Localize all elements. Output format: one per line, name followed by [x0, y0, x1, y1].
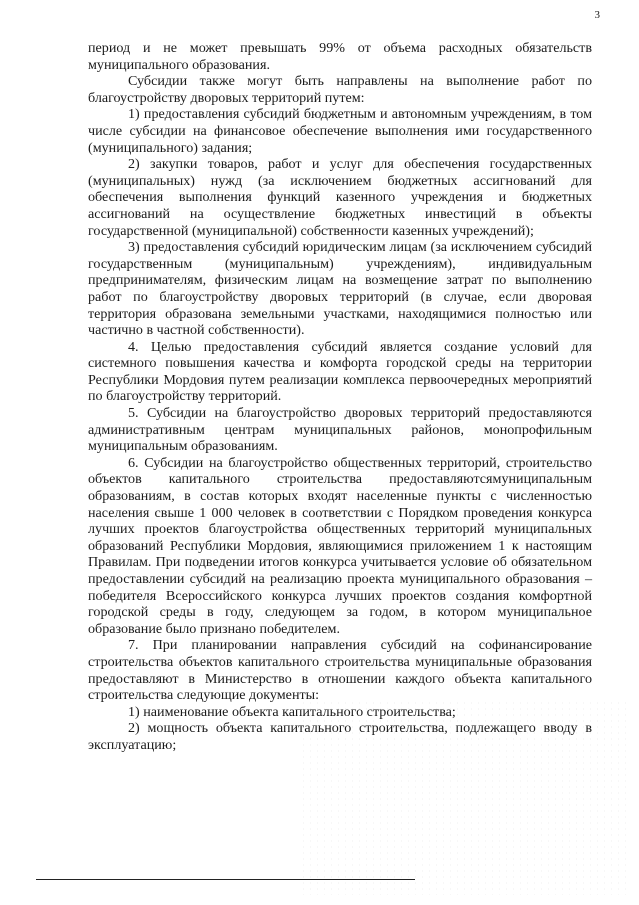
bottom-rule [36, 879, 415, 880]
paragraph: 6. Субсидии на благоустройство общественных территорий, строительство объектов капитального строительства предоставляютсямуниципальным образованиям, в состав которых входят населенные пункты с численностью населения свыше 1 000 человек в соответствии с Порядком проведения конкурса лучших проектов благоустройства общественных территорий муниципальных образований Республики Мордовия, являющимися приложением 1 к настоящим Правилам. При подведении итогов конкурса учитывается условие об обязательном предоставлении субсидий на реализацию проекта муниципального образования – победителя Всероссийского конкурса лучших проектов создания комфортной городской среды в году, следующем за годом, в котором муниципальное образование было признано победителем. [88, 454, 592, 637]
list-item: 2) закупки товаров, работ и услуг для обеспечения государственных (муниципальных) нужд (за исключением бюджетных ассигнований для обеспечения выполнения функций казенного учреждения и бюджетных ассигнований на осуществление бюджетных инвестиций в объекты государственной (муниципальной) собственности казенных учреждений); [88, 156, 592, 239]
page-number: 3 [594, 9, 600, 21]
paragraph: 4. Целью предоставления субсидий является создание условий для системного повышения качества и комфорта городской среды на территории Республики Мордовия путем реализации комплекса первоочередных мероприятий по благоустройству территорий. [88, 338, 592, 405]
list-item: 1) предоставления субсидий бюджетным и автономным учреждениям, в том числе субсидии на финансовое обеспечение выполнения ими государственного (муниципального) задания; [88, 106, 592, 156]
paragraph: период и не может превышать 99% от объема расходных обязательств муниципального образования. [88, 40, 592, 73]
paragraph: Субсидии также могут быть направлены на выполнение работ по благоустройству дворовых территорий путем: [88, 73, 592, 106]
list-item: 1) наименование объекта капитального строительства; [128, 703, 456, 720]
list-item: 2) мощность объекта капитального строительства, подлежащего вводу в эксплуатацию; [88, 720, 592, 753]
document-body [88, 40, 592, 754]
paragraph: 5. Субсидии на благоустройство дворовых территорий предоставляются административным центрам муниципальных районов, монопрофильным муниципальным образованиям. [88, 405, 592, 455]
paragraph: 7. При планировании направления субсидий на софинансирование строительства объектов капитального строительства муниципальные образования предоставляют в Министерство в отношении каждого объекта капитального строительства следующие документы: [88, 637, 592, 704]
list-item: 3) предоставления субсидий юридическим лицам (за исключением субсидий государственным (муниципальным) учреждениям), индивидуальным предпринимателям, физическим лицам на возмещение затрат по выполнению работ по благоустройству дворовых территорий (в случае, если дворовая территория образована земельными участками, находящимися полностью или частично в частной собственности). [88, 239, 592, 339]
